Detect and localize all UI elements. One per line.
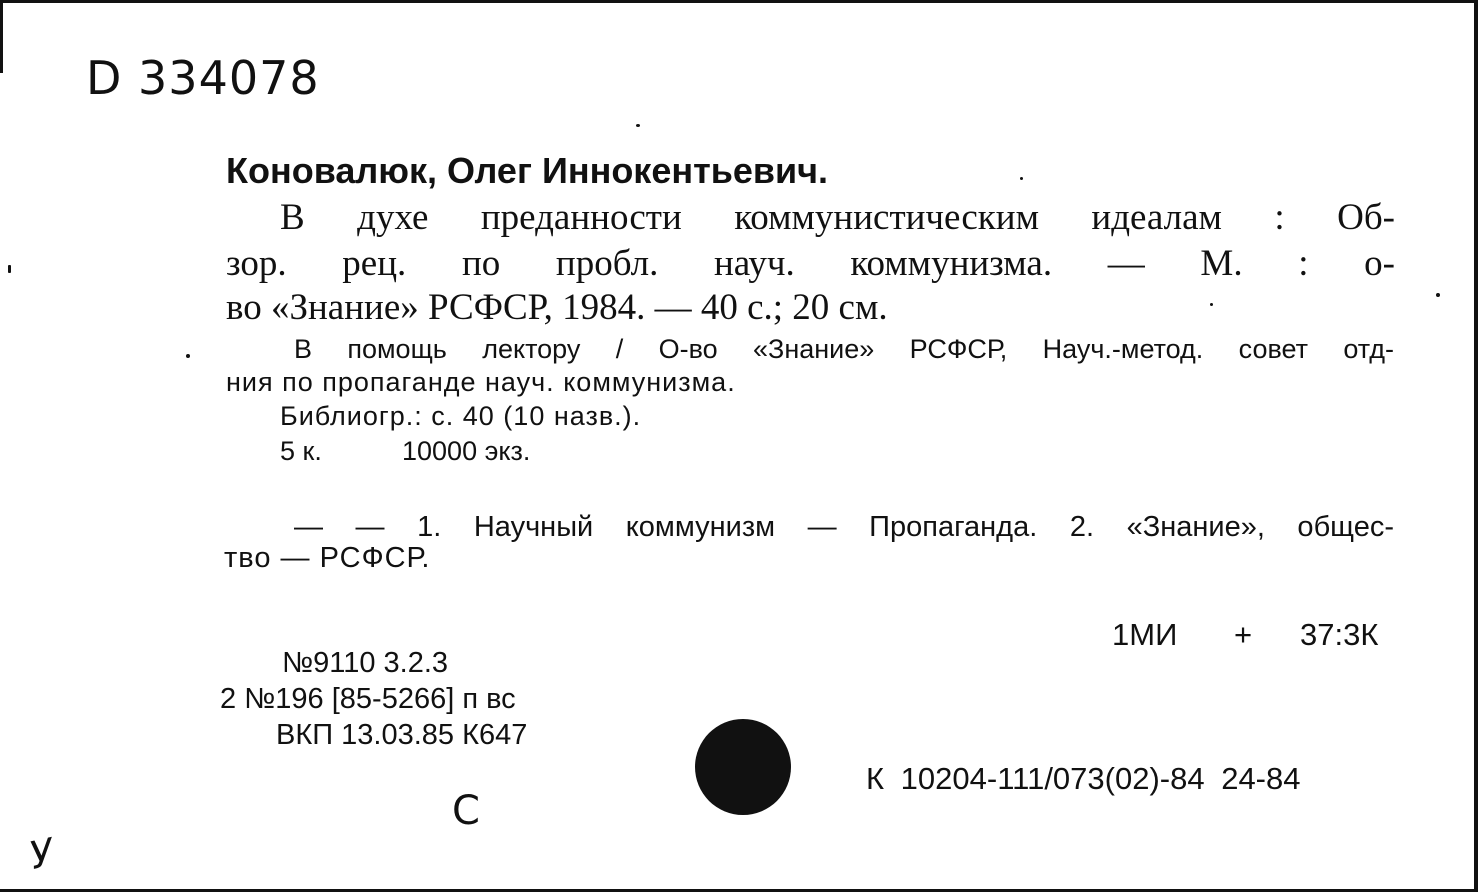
title-line-2: зор. рец. по пробл. науч. коммунизма. — М. : о- bbox=[226, 243, 1395, 284]
author-heading: Коновалюк, Олег Иннокентьевич. bbox=[226, 150, 829, 191]
subject-line-2: тво — РСФСР. bbox=[224, 542, 431, 574]
speck bbox=[636, 124, 640, 127]
title-line-1: В духе преданности коммунистическим идеалам : Об- bbox=[280, 197, 1395, 238]
corner-handwritten-mark: У bbox=[25, 830, 58, 878]
record-line-1: №9110 3.2.3 bbox=[282, 647, 449, 679]
classification-right: 37:3К bbox=[1300, 617, 1379, 652]
classification-left: 1МИ bbox=[1112, 617, 1178, 652]
price: 5 к. bbox=[280, 436, 322, 466]
speck bbox=[8, 265, 11, 273]
classification-plus: + bbox=[1234, 617, 1253, 652]
speck bbox=[1210, 303, 1213, 306]
print-run: 10000 экз. bbox=[402, 436, 531, 466]
speck bbox=[1436, 293, 1440, 297]
series-line-1: В помощь лектору / О-во «Знание» РСФСР, Науч.-метод. совет отд- bbox=[294, 334, 1394, 364]
title-line-3: во «Знание» РСФСР, 1984. — 40 с.; 20 см. bbox=[226, 287, 888, 328]
bottom-letter: С bbox=[452, 788, 480, 834]
bibliography-note: Библиогр.: с. 40 (10 назв.). bbox=[280, 401, 642, 431]
series-line-2: ния по пропаганде науч. коммунизма. bbox=[226, 367, 736, 397]
record-line-2: 2 №196 [85-5266] п вс bbox=[220, 683, 516, 715]
classification-code: К 10204-111/073(02)-84 24-84 bbox=[866, 761, 1301, 796]
subject-line-1: — — 1. Научный коммунизм — Пропаганда. 2. «Знание», общес- bbox=[294, 511, 1394, 543]
record-line-3: ВКП 13.03.85 К647 bbox=[276, 719, 528, 751]
speck bbox=[1020, 177, 1023, 180]
punch-hole bbox=[695, 719, 791, 815]
speck bbox=[186, 354, 190, 358]
call-number: D 334078 bbox=[86, 51, 320, 105]
